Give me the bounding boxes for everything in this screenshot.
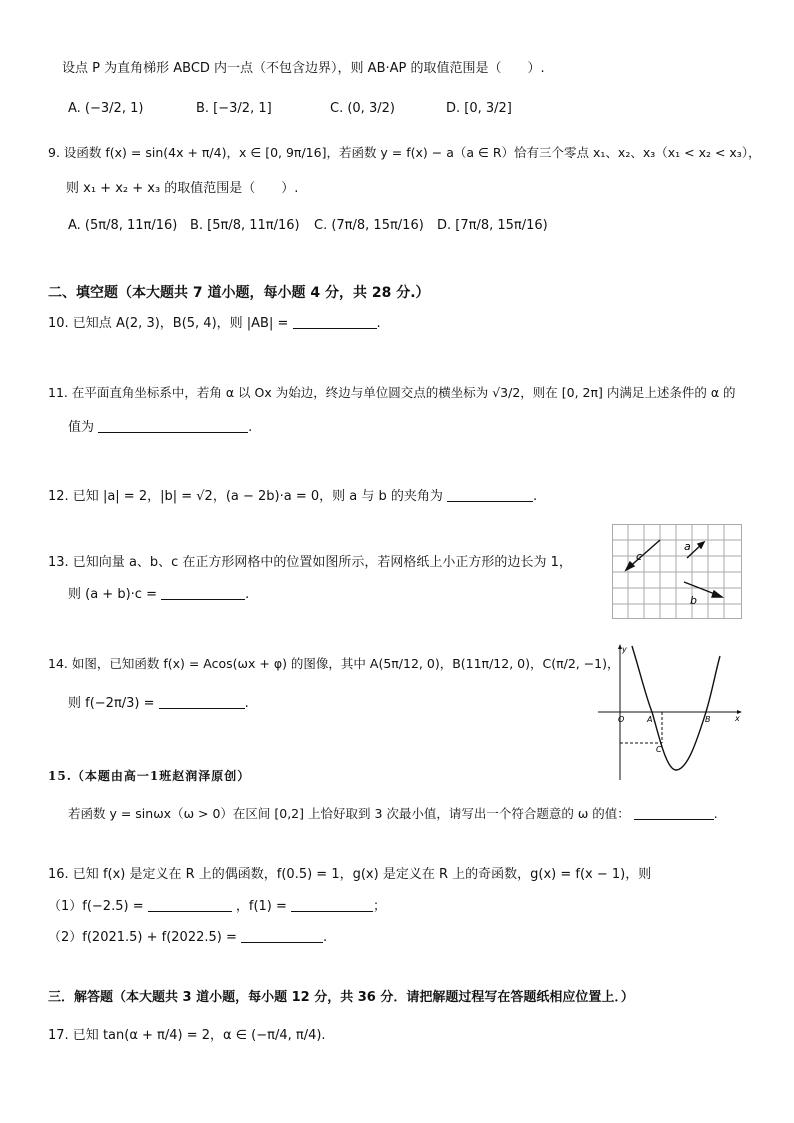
q13-line-2: 则 (a + b)·c = .: [68, 587, 250, 602]
q13-line-2-text: 则 (a + b)·c =: [68, 587, 157, 602]
q13-answer-blank[interactable]: [161, 585, 245, 600]
q16-part-2-text: （2）f(2021.5) + f(2022.5) =: [48, 930, 237, 945]
vector-b-arrowhead: [712, 591, 722, 597]
q9-option-b: B. [5π/8, 11π/16): [190, 218, 300, 233]
q11-line-1: 11. 在平面直角坐标系中，若角 α 以 Ox 为始边，终边与单位圆交点的横坐标为 √3/2，则在 [0, 2π] 内满足上述条件的 α 的: [48, 385, 736, 400]
q10-answer-blank[interactable]: [293, 314, 377, 329]
q8-option-c: C. (0, 3/2): [330, 101, 395, 116]
q12: 12. 已知 |a| = 2，|b| = √2，(a − 2b)·a = 0，则 a 与 b 的夹角为 .: [48, 489, 538, 504]
q14-line-2-text: 则 f(−2π/3) =: [68, 696, 155, 711]
q14-cosine-graph: [596, 642, 746, 782]
q9-stem: 9. 设函数 f(x) = sin(4x + π/4)，x ∈ [0, 9π/16]，若函数 y = f(x) − a（a ∈ R）恰有三个零点 x₁、x₂、x₃（x₁ < x₂ < x₃），: [48, 145, 761, 160]
q10: 10. 已知点 A(2, 3)，B(5, 4)，则 |AB| = .: [48, 316, 381, 331]
q14-answer-blank[interactable]: [159, 694, 245, 709]
q13-line-1: 13. 已知向量 a、b、c 在正方形网格中的位置如图所示，若网格纸上小正方形的边长为 1，: [48, 555, 572, 570]
q16-part-1a-blank[interactable]: [148, 897, 232, 912]
q13-vector-grid-figure: [612, 524, 742, 619]
q16-part-1b-text: ，f(1) =: [235, 899, 287, 914]
q16-part-1: （1）f(−2.5) = ，f(1) = ；: [48, 899, 387, 914]
graph-origin-label: O: [618, 715, 625, 724]
section-3-heading: 三．解答题（本大题共 3 道小题，每小题 12 分，共 36 分．请把解题过程写在答题纸相应位置上．）: [48, 990, 634, 1005]
q17: 17. 已知 tan(α + π/4) = 2，α ∈ (−π/4, π/4).: [48, 1028, 326, 1043]
q15-text: 若函数 y = sinωx（ω > 0）在区间 [0,2] 上恰好取到 3 次最小值，请写出一个符合题意的 ω 的值：: [68, 806, 630, 821]
q12-answer-blank[interactable]: [447, 487, 533, 502]
q8-option-a: A. (−3/2, 1): [68, 101, 144, 116]
q11-answer-blank[interactable]: [98, 418, 248, 433]
q9-stem-2: 则 x₁ + x₂ + x₃ 的取值范围是（ ）.: [66, 181, 299, 196]
q16-part-2-blank[interactable]: [241, 928, 323, 943]
q9-option-a: A. (5π/8, 11π/16): [68, 218, 178, 233]
graph-point-a-label: A: [647, 715, 653, 724]
q8-stem: 设点 P 为直角梯形 ABCD 内一点（不包含边界），则 AB·AP 的取值范围是（ ）.: [62, 61, 545, 76]
vector-b-label: b: [690, 594, 697, 607]
q16-line-1: 16. 已知 f(x) 是定义在 R 上的偶函数，f(0.5) = 1，g(x) 是定义在 R 上的奇函数，g(x) = f(x − 1)，则: [48, 867, 652, 882]
q10-text: 10. 已知点 A(2, 3)，B(5, 4)，则 |AB| =: [48, 316, 289, 331]
graph-y-label: y: [622, 645, 627, 654]
q8-option-d: D. [0, 3/2]: [446, 101, 512, 116]
q15-line: 若函数 y = sinωx（ω > 0）在区间 [0,2] 上恰好取到 3 次最小值，请写出一个符合题意的 ω 的值： .: [68, 806, 718, 821]
q16-part-2: （2）f(2021.5) + f(2022.5) = .: [48, 930, 328, 945]
section-2-heading: 二、填空题（本大题共 7 道小题，每小题 4 分，共 28 分.）: [48, 285, 430, 301]
q15-author-note: 15.（本题由高一1班赵润泽原创）: [48, 769, 251, 783]
vector-c-label: c: [636, 550, 643, 563]
q11-line-2-text: 值为: [68, 420, 95, 435]
q15-answer-blank[interactable]: [634, 805, 714, 820]
graph-point-c-label: C: [656, 745, 662, 754]
q8-option-b: B. [−3/2, 1]: [196, 101, 272, 116]
vector-a-label: a: [684, 540, 691, 553]
q12-text: 12. 已知 |a| = 2，|b| = √2，(a − 2b)·a = 0，则 a 与 b 的夹角为: [48, 489, 443, 504]
graph-x-label: x: [735, 714, 740, 723]
cosine-curve: [632, 646, 720, 770]
q9-option-d: D. [7π/8, 15π/16): [437, 218, 548, 233]
q11-line-2: 值为 .: [68, 420, 253, 435]
q9-option-c: C. (7π/8, 15π/16): [314, 218, 424, 233]
graph-point-b-label: B: [705, 715, 711, 724]
q16-part-1a-text: （1）f(−2.5) =: [48, 899, 144, 914]
q14-line-1: 14. 如图，已知函数 f(x) = Acos(ωx + φ) 的图像，其中 A(5π/12, 0)，B(11π/12, 0)，C(π/2, −1)，: [48, 656, 620, 671]
q16-part-1b-blank[interactable]: [291, 897, 373, 912]
q14-line-2: 则 f(−2π/3) = .: [68, 696, 249, 711]
